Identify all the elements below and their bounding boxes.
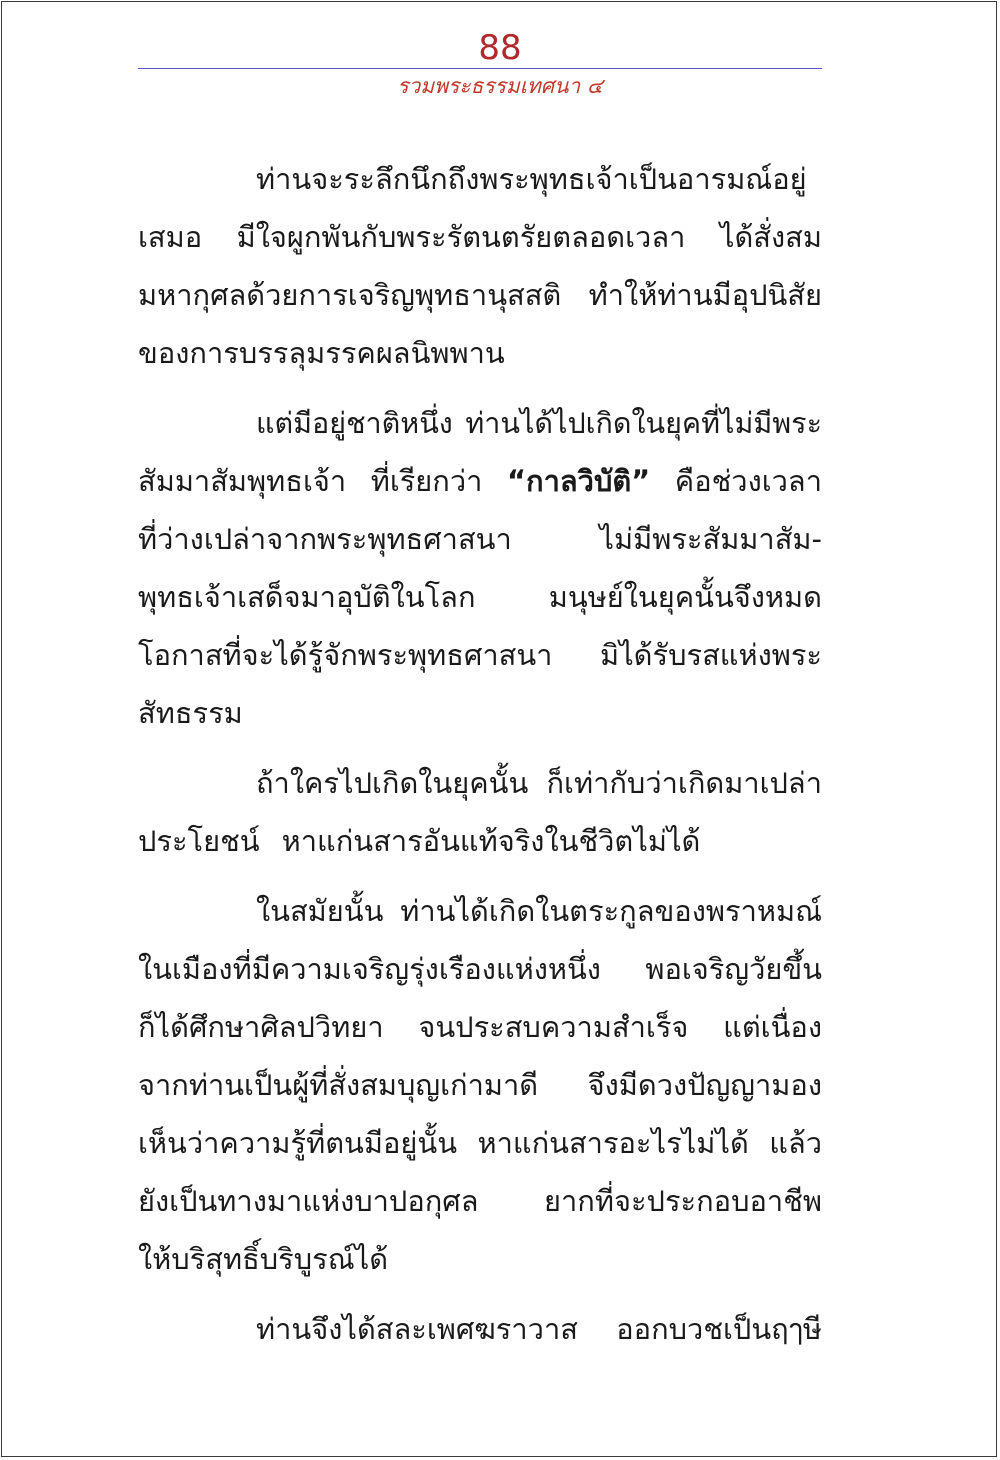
header-divider (138, 68, 822, 69)
paragraph-5 (138, 1300, 822, 1358)
text-segment: ได้สั่งสม (719, 220, 822, 254)
text-line (138, 1056, 822, 1114)
text-line (138, 150, 822, 208)
text-segment: เห็นว่าความรู้ที่ตนมีอยู่นั้น (138, 1126, 458, 1160)
text-segment: คือช่วงเวลา (674, 464, 822, 498)
text-segment: พอเจริญวัยขึ้น (645, 952, 822, 986)
text-segment: สัทธรรม (138, 696, 243, 730)
text-segment: ในเมืองที่มีความเจริญรุ่งเรืองแห่งหนึ่ง (138, 952, 601, 986)
body-text (138, 150, 822, 1370)
text-line (138, 754, 822, 812)
text-segment: ที่เรียกว่า (370, 464, 483, 498)
text-segment: ทำให้ท่านมีอุปนิสัย (588, 278, 822, 312)
text-segment: มหากุศลด้วยการเจริญพุทธานุสสติ (138, 278, 562, 312)
text-segment: ประโยชน์ (138, 824, 260, 858)
text-segment: ก็เท่ากับว่าเกิดมาเปล่า (546, 766, 822, 800)
text-segment: สัมมาสัมพุทธเจ้า (138, 464, 347, 498)
text-segment: ท่านได้ไปเกิดในยุคที่ไม่มีพระ (465, 406, 822, 440)
running-title: รวมพระธรรมเทศนา ๔ (397, 74, 603, 98)
text-segment: ไม่มีพระสัมมาสัม- (599, 522, 822, 556)
text-segment: ในสมัยนั้น (256, 894, 384, 928)
emphasized-term: “กาลวิบัติ” (506, 464, 651, 498)
text-line (138, 1230, 822, 1288)
text-segment: ที่ว่างเปล่าจากพระพุทธศาสนา (138, 522, 512, 556)
text-segment: มีใจผูกพันกับพระรัตนตรัยตลอดเวลา (236, 220, 686, 254)
text-segment: มนุษย์ในยุคนั้นจึงหมด (548, 580, 822, 614)
text-line (138, 324, 822, 382)
text-segment: ก็ได้ศึกษาศิลปวิทยา (138, 1010, 384, 1044)
text-line (138, 394, 822, 452)
text-segment: จนประสบความสำเร็จ (418, 1010, 689, 1044)
text-line (138, 940, 822, 998)
paragraph-2 (138, 394, 822, 742)
text-segment: ถ้าใครไปเกิดในยุคนั้น (256, 766, 529, 800)
text-segment: หาแก่นสารอันแท้จริงในชีวิตไม่ได้ (281, 824, 701, 858)
text-segment: หาแก่นสารอะไรไม่ได้ (477, 1126, 749, 1160)
text-segment: ท่านได้เกิดในตระกูลของพราหมณ์ (400, 894, 822, 928)
text-segment: จากท่านเป็นผู้ที่สั่งสมบุญเก่ามาดี (138, 1068, 539, 1102)
text-line (138, 882, 822, 940)
text-segment: ให้บริสุทธิ์บริบูรณ์ได้ (138, 1242, 389, 1276)
text-line (138, 1300, 822, 1358)
text-line (138, 684, 822, 742)
text-line (138, 998, 822, 1056)
text-segment: พุทธเจ้าเสด็จมาอุบัติในโลก (138, 580, 476, 614)
text-line (138, 568, 822, 626)
text-segment: โอกาสที่จะได้รู้จักพระพุทธศาสนา (138, 638, 553, 672)
text-line (138, 626, 822, 684)
text-segment: ยังเป็นทางมาแห่งบาปอกุศล (138, 1184, 479, 1218)
text-segment: ท่านจึงได้สละเพศฆราวาส (256, 1312, 578, 1346)
text-segment: เสมอ (138, 220, 203, 254)
text-segment: แต่มีอยู่ชาติหนึ่ง (256, 406, 453, 440)
text-line (138, 1172, 822, 1230)
text-segment: แล้ว (769, 1126, 822, 1160)
text-line (138, 1114, 822, 1172)
text-segment: ยากที่จะประกอบอาชีพ (544, 1184, 822, 1218)
text-line (138, 266, 822, 324)
text-segment: แต่เนื่อง (723, 1010, 822, 1044)
text-line (138, 452, 822, 510)
paragraph-3 (138, 754, 822, 870)
text-line (138, 510, 822, 568)
text-segment: มิได้รับรสแห่งพระ (599, 638, 822, 672)
text-segment: จึงมีดวงปัญญามอง (587, 1068, 822, 1102)
text-segment: ท่านจะระลึกนึกถึงพระพุทธเจ้าเป็นอารมณ์อยู่ (256, 162, 807, 196)
text-segment: ออกบวชเป็นฤๅษี (616, 1312, 822, 1346)
text-segment: ของการบรรลุมรรคผลนิพพาน (138, 336, 505, 370)
paragraph-4 (138, 882, 822, 1288)
text-line (138, 812, 822, 870)
paragraph-1 (138, 150, 822, 382)
text-line (138, 208, 822, 266)
page-number: 88 (478, 28, 522, 68)
